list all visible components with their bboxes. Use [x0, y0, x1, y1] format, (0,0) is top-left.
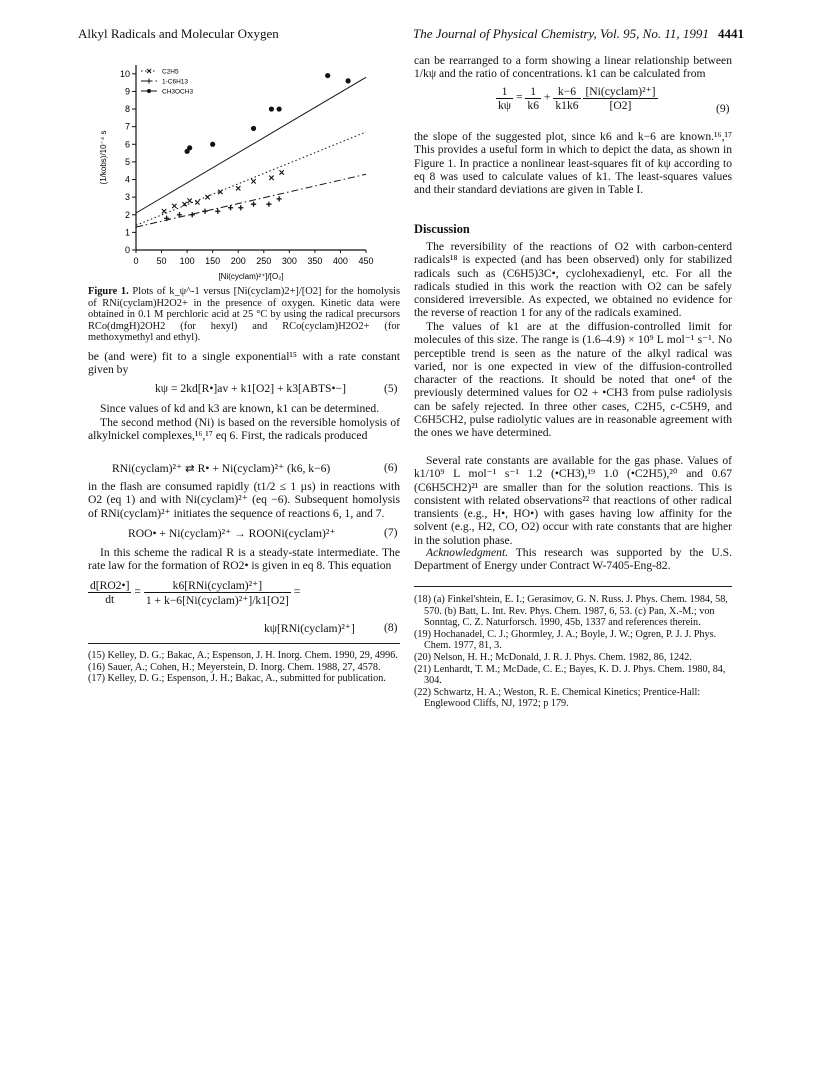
y-tick-label: 10: [119, 68, 130, 79]
eq9-d-den: [O2]: [609, 99, 632, 112]
right-footnote-0: (18) (a) Finkel'shtein, E. I.; Gerasimov, G. N. Russ. J. Phys. Chem. 1984, 58, 570. (b) Batt, L. Int. Rev. Phys. Chem. 1987, 6, 53. (c) Pan, X.-M.; von Sonntag, C. Z. Naturforsch. 1990, 45b, 1337 and references therein.: [414, 594, 728, 629]
y-tick-label: 2: [124, 209, 130, 220]
fit-line-1: [136, 174, 366, 227]
data-point: [202, 209, 207, 214]
data-point: [277, 106, 282, 111]
data-point: [228, 205, 233, 210]
data-point: [195, 200, 199, 204]
left-col-para-3: The second method (Ni) is based on the reversible homolysis of alkylnickel complexes,¹⁶,¹⁷ eq 6. First, the radicals produced: [88, 416, 400, 443]
data-point: [251, 126, 256, 131]
data-point: [279, 170, 283, 174]
eq9-c-den: k1k6: [555, 98, 579, 112]
fit-line-2: [136, 77, 366, 213]
data-point: [236, 186, 240, 190]
legend-label: C2H5: [162, 68, 179, 76]
x-tick-label: 250: [256, 256, 272, 266]
right-col-para-4: The values of k1 are at the diffusion-controlled limit for molecules of this size. The range is (1.6–4.9) × 10⁹ L mol⁻¹ s⁻¹. No perceptible trend is seen as the nature of the alkyl radical was varied, nor is one expected in view of the diffusion-controlled character of the reactions. It should be noted that one⁴ of the previously determined values for O2 + •CH3 from pulse radiolysis can be safely rejected. In three other cases, C2H5, c-C5H9, and C6H5CH2, pulse radiolytic values are in reasonable agreement with the ones we have determined.: [414, 320, 732, 440]
left-col-para-2: Since values of kd and k3 are known, k1 can be determined.: [100, 402, 380, 415]
eq8-lhs-num: d[RO2•]: [90, 579, 130, 592]
eq8-equals-1: =: [134, 585, 141, 599]
y-tick-label: 8: [124, 104, 130, 115]
equation-8-number: (8): [384, 621, 398, 634]
legend-label: CH3OCH3: [162, 88, 194, 96]
x-tick-label: 50: [156, 256, 167, 266]
x-tick-label: 300: [281, 256, 297, 266]
data-point: [162, 209, 166, 213]
eq9-a-num: 1: [496, 85, 513, 99]
legend-label: 1-C6H13: [162, 78, 189, 86]
data-point: [172, 204, 176, 208]
right-footnote-3: (21) Lenhardt, T. M.; McDade, C. E.; Bayes, K. D. J. Phys. Chem. 1980, 84, 304.: [414, 663, 726, 687]
right-footnote-2: (20) Nelson, H. H.; McDonald, J. R. J. Phys. Chem. 1982, 86, 1242.: [414, 651, 692, 663]
right-footnote-1: (19) Hochanadel, C. J.; Ghormley, J. A.; Boyle, J. W.; Ogren, P. J. J. Phys. Chem. 1977, 81, 3.: [414, 628, 717, 652]
figure-1-chart: [88, 55, 398, 285]
eq8-rhs-num: k6[RNi(cyclam)²⁺]: [144, 578, 291, 593]
figure-caption: [88, 286, 400, 344]
equation-8-lhs: [88, 578, 300, 607]
x-tick-label: 400: [332, 256, 348, 266]
data-point: [325, 73, 330, 78]
y-tick-label: 9: [124, 86, 130, 97]
equation-5-number: (5): [384, 382, 398, 395]
data-point: [238, 205, 243, 210]
eq9-b-num: 1: [525, 85, 541, 99]
left-col-para-1: be (and were) fit to a single exponential¹⁵ with a rate constant given by: [88, 350, 400, 377]
x-tick-label: 150: [205, 256, 221, 266]
data-point: [269, 106, 274, 111]
data-point: [269, 176, 273, 180]
x-tick-label: 100: [179, 256, 195, 266]
data-point: [210, 142, 215, 147]
y-tick-label: 6: [124, 139, 130, 150]
y-tick-label: 5: [124, 156, 130, 167]
running-header-left: Alkyl Radicals and Molecular Oxygen: [78, 26, 279, 41]
data-point: [251, 202, 256, 207]
data-point: [277, 196, 282, 201]
eq8-lhs-den: dt: [105, 593, 115, 606]
acknowledgment: [414, 546, 732, 573]
equation-7: ROO• + Ni(cyclam)²⁺ → ROONi(cyclam)²⁺: [128, 527, 336, 540]
figure-caption-text: Plots of k_ψ^-1 versus [Ni(cyclam)2+]/[O2] for the homolysis of RNi(cyclam)H2O2+ in the presence of oxygen. Kinetic data were obtained in 0.1 M perchloric acid at 25 °C by using the radical precursors RCo(dmgH)2OH2 (for hexyl) and RCo(cyclam)H2O2+ (for methoxymethyl and ethyl).: [88, 286, 401, 344]
x-tick-label: 200: [230, 256, 246, 266]
y-tick-label: 4: [124, 174, 130, 185]
eq8-equals-2: =: [293, 585, 301, 599]
right-footnotes: [414, 594, 732, 710]
equation-9-number: (9): [716, 102, 730, 115]
right-col-para-3: The reversibility of the reactions of O2 with carbon-centerd radicals¹⁸ is expected (and has been observed) only for stabilized radicals such as (C6H5)3C•, cyclohexadienyl, etc. For all the radicals studied in this work the reaction with O2 can be safely considered irreversible. As expected, we obtained no evidence for the reverse of reaction 1 for any of the radicals examined.: [414, 240, 732, 320]
x-tick-label: 350: [307, 256, 323, 266]
y-tick-label: 3: [124, 192, 130, 203]
equation-8-tail: kψ[RNi(cyclam)²⁺]: [264, 622, 355, 635]
data-point: [215, 209, 220, 214]
running-header-journal: The Journal of Physical Chemistry, Vol. 95, No. 11, 1991: [413, 26, 709, 41]
page-number: 4441: [718, 26, 744, 41]
data-point: [187, 145, 192, 150]
data-point: [251, 179, 255, 183]
equation-7-number: (7): [384, 526, 398, 539]
right-footnote-rule: [414, 586, 732, 587]
eq9-c-num: k−6: [553, 85, 580, 99]
y-axis-label: (1/kobs)/10⁻⁴ s: [99, 130, 108, 185]
equation-5: kψ = 2kd[R•]av + k1[O2] + k3[ABTS•−]: [155, 382, 346, 395]
data-point: [205, 195, 209, 199]
right-col-para-1: can be rearranged to a form showing a linear relationship between 1/kψ and the ratio of concentrations. k1 can be calculated from: [414, 54, 732, 81]
data-point: [346, 78, 351, 83]
y-tick-label: 0: [124, 245, 130, 255]
eq9-b-den: k6: [527, 98, 539, 112]
legend-marker: [147, 79, 152, 84]
x-tick-label: 0: [133, 256, 139, 266]
ack-text: This research was supported by the U.S. Department of Energy under Contract W-7405-Eng-82.: [414, 546, 732, 573]
left-footnotes: [88, 650, 400, 685]
equation-9: $\frac{1}{k\psi}$ = $\frac{1}{k6}$ + $\frac{k-6}{k1k6}$ $\frac{\text{[Ni(cyclam)²⁺]}}{[O2]}$: [498, 84, 656, 112]
left-footnote-1: (16) Sauer, A.; Cohen, H.; Meyerstein, D. Inorg. Chem. 1988, 27, 4578.: [88, 661, 381, 673]
y-tick-label: 7: [124, 121, 130, 132]
equation-6: RNi(cyclam)²⁺ ⇄ R• + Ni(cyclam)²⁺ (k6, k−6): [112, 462, 331, 475]
left-footnote-rule: [88, 643, 400, 644]
eq8-rhs-den: 1 + k−6[Ni(cyclam)²⁺]/k1[O2]: [145, 594, 289, 607]
y-tick-label: 1: [124, 227, 130, 238]
x-axis-label: [Ni(cyclam)²⁺]/[O₂]: [218, 272, 284, 281]
left-col-para-4: in the flash are consumed rapidly (t1/2 ≤ 1 µs) in reactions with O2 (eq 1) and with Ni(cyclam)²⁺ (eq −6). Subsequent homolysis of RNi(cyclam)²⁺ initiates the sequence of reactions 6, 1, and 7.: [88, 480, 400, 520]
equation-6-number: (6): [384, 461, 398, 474]
right-footnote-4: (22) Schwartz, H. A.; Weston, R. E. Chemical Kinetics; Prentice-Hall: Englewood Cliffs, NJ, 1972; p 179.: [414, 686, 701, 710]
discussion-heading: Discussion: [414, 222, 470, 236]
figure-caption-label: Figure 1.: [88, 286, 129, 297]
right-col-para-2: the slope of the suggested plot, since k6 and k−6 are known.¹⁶,¹⁷ This provides a useful form in which to depict the data, as shown in Figure 1. In practice a nonlinear least-squares fit of kψ according to eq 8 was used to calculate values of k1. The least-squares values and their standard deviations are given in Table I.: [414, 130, 732, 197]
legend-marker: [147, 89, 151, 93]
x-tick-label: 450: [358, 256, 374, 266]
plot-area: [99, 65, 374, 281]
fit-line-0: [136, 132, 366, 225]
eq9-d-num: [Ni(cyclam)²⁺]: [585, 85, 656, 98]
data-point: [190, 212, 195, 217]
ack-label: Acknowledgment.: [426, 546, 509, 559]
data-point: [187, 198, 191, 202]
data-point: [266, 202, 271, 207]
eq9-a-den: kψ: [498, 98, 512, 112]
left-col-para-5: In this scheme the radical R is a steady-state intermediate. The rate law for the formation of RO2• is given in eq 8. This equation: [88, 546, 400, 573]
right-col-para-5: Several rate constants are available for the gas phase. Values of k1/10⁹ L mol⁻¹ s⁻¹ 1.2 (•CH3),¹⁹ 1.0 (•C2H5),²⁰ and 0.67 (C6H5CH2)²¹ are smaller than for the solution reactions. This is consistent with related observations²² that reactions of other radical transients (e.g., H•, HO•) with gases having low affinity for the solvent (e.g., H2, CO, O2) occur with rate constants that are higher in the solution phase.: [414, 454, 732, 547]
left-footnote-2: (17) Kelley, D. G.; Espenson, J. H.; Bakac, A., submitted for publication.: [88, 673, 386, 685]
left-footnote-0: (15) Kelley, D. G.; Bakac, A.; Espenson, J. H. Inorg. Chem. 1990, 29, 4996.: [88, 650, 398, 661]
